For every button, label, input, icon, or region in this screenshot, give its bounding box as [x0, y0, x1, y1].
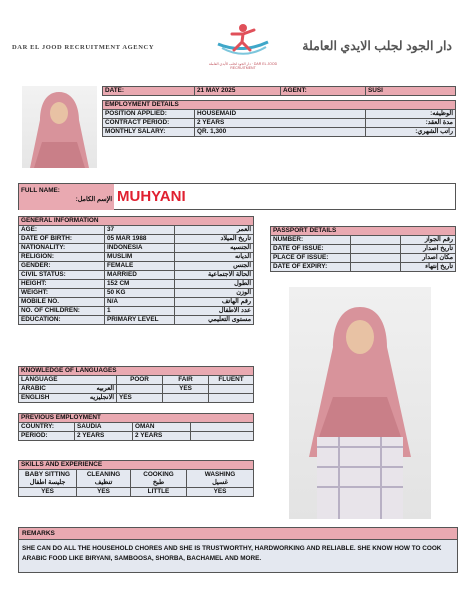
- lang-header: FLUENT: [209, 376, 254, 385]
- candidate-photo-small: [22, 86, 97, 168]
- skill-name-cell: [187, 470, 254, 488]
- gi-label-ar: الوزن: [175, 289, 254, 298]
- remarks-text: SHE CAN DO ALL THE HOUSEHOLD CHORES AND SHE IS TRUSTWORTHY, HARDWORKING AND RELIABLE. SHE KNOW HOW TO COOK ARABIC FOOD LIKE BIRYANI, SAMBOOSA, SHORBA, BACHAMEL AND MORE.: [22, 545, 442, 562]
- agency-name-arabic: دار الجود لجلب الايدي العاملة: [302, 39, 452, 53]
- general-info-title: GENERAL INFORMATION: [19, 217, 254, 226]
- languages-title: KNOWLEDGE OF LANGUAGES: [19, 367, 254, 376]
- skill-value: YES: [77, 488, 131, 497]
- lang-poor: YES: [117, 394, 163, 403]
- salary-label-ar: راتب الشهري:: [366, 128, 456, 137]
- skill-name-ar: جليسة اطفال: [29, 478, 66, 486]
- skill-name: BABY SITTING: [25, 470, 70, 478]
- prev-period: 2 YEARS: [133, 432, 191, 441]
- lang-fair: YES: [163, 385, 209, 394]
- prev-empty: [191, 423, 254, 432]
- contract-value: 2 YEARS: [195, 119, 366, 128]
- gi-value: 37: [105, 226, 175, 235]
- prev-period: 2 YEARS: [75, 432, 133, 441]
- lang-name: ARABIC: [21, 385, 46, 392]
- gi-value: N/A: [105, 298, 175, 307]
- remarks-box: [18, 527, 458, 573]
- skills-table: [18, 460, 254, 497]
- gi-label: WEIGHT:: [19, 289, 105, 298]
- prev-country: SAUDIA: [75, 423, 133, 432]
- gi-label-ar: الديانه: [175, 253, 254, 262]
- full-name-value: MUHYANI: [117, 188, 186, 205]
- date-label: DATE:: [103, 87, 195, 96]
- pp-label: DATE OF ISSUE:: [271, 245, 351, 254]
- gi-label: NATIONALITY:: [19, 244, 105, 253]
- gi-label-ar: الجنسيه: [175, 244, 254, 253]
- remarks-title: REMARKS: [19, 528, 457, 540]
- agent-label: AGENT:: [281, 87, 366, 96]
- previous-employment-table: [18, 413, 254, 441]
- gi-label-ar: مستوى التعليمي: [175, 316, 254, 325]
- skill-name: CLEANING: [86, 470, 121, 478]
- previous-employment-title: PREVIOUS EMPLOYMENT: [19, 414, 254, 423]
- gi-value: 1: [105, 307, 175, 316]
- skill-name: COOKING: [143, 470, 174, 478]
- gi-value: MARRIED: [105, 271, 175, 280]
- lang-fair: [163, 394, 209, 403]
- date-value: 21 MAY 2025: [195, 87, 281, 96]
- salary-value: QR. 1,300: [195, 128, 366, 137]
- lang-fluent: [209, 394, 254, 403]
- candidate-photo-full: [289, 287, 431, 519]
- contract-label-ar: مدة العقد:: [366, 119, 456, 128]
- agent-value: SUSI: [366, 87, 456, 96]
- skill-name-ar: تنظيف: [94, 478, 113, 486]
- passport-table: [270, 226, 456, 272]
- position-value: HOUSEMAID: [195, 110, 366, 119]
- period-label: PERIOD:: [19, 432, 75, 441]
- pp-value: [351, 245, 401, 254]
- gi-label-ar: العمر: [175, 226, 254, 235]
- gi-value: 152 CM: [105, 280, 175, 289]
- full-name-label: FULL NAME:: [21, 187, 60, 194]
- prev-country: OMAN: [133, 423, 191, 432]
- gi-label-ar: الطول: [175, 280, 254, 289]
- gi-label: EDUCATION:: [19, 316, 105, 325]
- pp-label: NUMBER:: [271, 236, 351, 245]
- full-name-box: [18, 183, 456, 210]
- gi-label-ar: الحالة الاجتماعية: [175, 271, 254, 280]
- pp-label-ar: رقم الجواز: [401, 236, 456, 245]
- languages-table: [18, 366, 254, 403]
- lang-poor: [117, 385, 163, 394]
- lang-name-ar: العربيه: [96, 385, 114, 392]
- skill-value: YES: [19, 488, 77, 497]
- pp-value: [351, 236, 401, 245]
- gi-value: INDONESIA: [105, 244, 175, 253]
- lang-name-cell: [19, 394, 117, 403]
- gi-label: CIVIL STATUS:: [19, 271, 105, 280]
- lang-name-cell: [19, 385, 117, 394]
- gi-label-ar: رقم الهاتف: [175, 298, 254, 307]
- general-info-table: [18, 216, 254, 325]
- skill-name-ar: طبخ: [152, 478, 165, 486]
- gi-value: PRIMARY LEVEL: [105, 316, 175, 325]
- gi-value: 05 MAR 1988: [105, 235, 175, 244]
- skill-value: LITTLE: [131, 488, 187, 497]
- passport-title: PASSPORT DETAILS: [271, 227, 456, 236]
- full-name-label-box: [19, 184, 114, 210]
- position-label: POSITION APPLIED:: [103, 110, 195, 119]
- lang-name-ar: الانجليزيه: [89, 394, 114, 401]
- gi-label-ar: عدد الاطفال: [175, 307, 254, 316]
- lang-header: POOR: [117, 376, 163, 385]
- pp-label-ar: تاريخ إنتهاء: [401, 263, 456, 272]
- skill-name-cell: [19, 470, 77, 488]
- gi-label: AGE:: [19, 226, 105, 235]
- pp-label: DATE OF EXPIRY:: [271, 263, 351, 272]
- gi-value: FEMALE: [105, 262, 175, 271]
- lang-header: FAIR: [163, 376, 209, 385]
- gi-label: HEIGHT:: [19, 280, 105, 289]
- pp-label-ar: تاريخ اصدار: [401, 245, 456, 254]
- pp-label: PLACE OF ISSUE:: [271, 254, 351, 263]
- position-label-ar: الوظيفه:: [366, 110, 456, 119]
- lang-name: ENGLISH: [21, 394, 50, 401]
- gi-label: RELIGION:: [19, 253, 105, 262]
- skill-name-cell: [131, 470, 187, 488]
- full-name-label-ar: الإسم الكامل:: [75, 196, 112, 203]
- employment-section-title: EMPLOYMENT DETAILS: [103, 101, 456, 110]
- agency-name-english: DAR EL JOOD RECRUITMENT AGENCY: [12, 44, 155, 51]
- gi-label: MOBILE NO.: [19, 298, 105, 307]
- salary-label: MONTHLY SALARY:: [103, 128, 195, 137]
- pp-value: [351, 254, 401, 263]
- gi-label-ar: تاريخ الميلاد: [175, 235, 254, 244]
- skill-name-cell: [77, 470, 131, 488]
- gi-value: MUSLIM: [105, 253, 175, 262]
- pp-value: [351, 263, 401, 272]
- gi-label: NO. OF CHILDREN:: [19, 307, 105, 316]
- skill-name-ar: غسيل: [212, 478, 228, 486]
- contract-label: CONTRACT PERIOD:: [103, 119, 195, 128]
- prev-empty: [191, 432, 254, 441]
- gi-label-ar: الجنس: [175, 262, 254, 271]
- lang-fluent: [209, 385, 254, 394]
- pp-label-ar: مكان اصدار: [401, 254, 456, 263]
- gi-label: DATE OF BIRTH:: [19, 235, 105, 244]
- skill-name: WASHING: [204, 470, 236, 478]
- gi-label: GENDER:: [19, 262, 105, 271]
- skills-title: SKILLS AND EXPERIENCE: [19, 461, 254, 470]
- skill-value: YES: [187, 488, 254, 497]
- lang-header: LANGUAGE: [19, 376, 117, 385]
- gi-value: 50 KG: [105, 289, 175, 298]
- country-label: COUNTRY:: [19, 423, 75, 432]
- logo-caption: دار الجود لجلب الأيدي العاملة · DAR EL JOOD RECRUITMENT: [208, 62, 278, 70]
- employment-table: [102, 86, 456, 137]
